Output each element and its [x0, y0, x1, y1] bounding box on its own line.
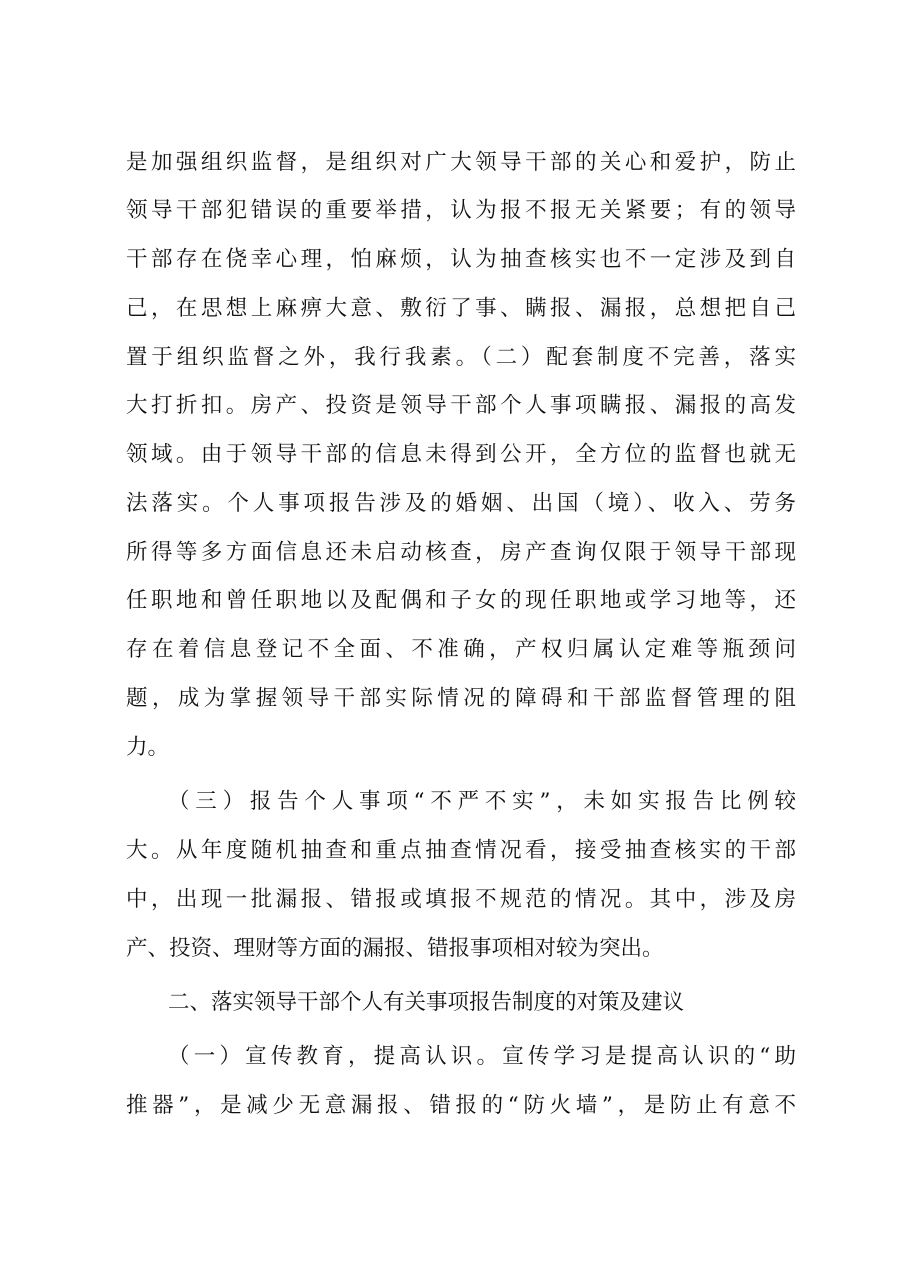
paragraph-start-line: （三）报告个人事项“不严不实”，未如实报告比例较 — [168, 789, 796, 814]
body-text-line: 是加强组织监督，是组织对广大领导干部的关心和爱护，防止 — [126, 150, 796, 175]
body-text-line: 领域。由于领导干部的信息未得到公开，全方位的监督也就无 — [126, 442, 796, 467]
paragraph-start-line: （一）宣传教育，提高认识。宣传学习是提高认识的“助 — [168, 1044, 796, 1069]
body-text-line: 大。从年度随机抽查和重点抽查情况看，接受抽查核实的干部 — [126, 838, 796, 863]
body-text-line: 产、投资、理财等方面的漏报、错报事项相对较为突出。 — [126, 936, 664, 961]
body-text-line: 推器”，是减少无意漏报、错报的“防火墙”，是防止有意不 — [126, 1093, 796, 1118]
body-text-line: 力。 — [126, 735, 170, 760]
body-text-line: 大打折扣。房产、投资是领导干部个人事项瞒报、漏报的高发 — [126, 393, 796, 418]
body-text-line: 中，出现一批漏报、错报或填报不规范的情况。其中，涉及房 — [126, 887, 796, 912]
body-text-line: 领导干部犯错误的重要举措，认为报不报无关紧要；有的领导 — [126, 198, 796, 223]
body-text-line: 己，在思想上麻痹大意、敷衍了事、瞒报、漏报，总想把自己 — [126, 296, 796, 321]
body-text-line: 存在着信息登记不全面、不准确，产权归属认定难等瓶颈问 — [126, 637, 796, 662]
body-text-line: 任职地和曾任职地以及配偶和子女的现任职地或学习地等，还 — [126, 588, 796, 613]
section-heading: 二、落实领导干部个人有关事项报告制度的对策及建议 — [168, 990, 685, 1015]
body-text-line: 题，成为掌握领导干部实际情况的障碍和干部监督管理的阻 — [126, 686, 796, 711]
body-text-line: 所得等多方面信息还未启动核查，房产查询仅限于领导干部现 — [126, 540, 796, 565]
body-text-line: 法落实。个人事项报告涉及的婚姻、出国（境）、收入、劳务 — [126, 491, 796, 516]
body-text-line: 置于组织监督之外，我行我素。（二）配套制度不完善，落实 — [126, 345, 796, 370]
body-text-line: 干部存在侥幸心理，怕麻烦，认为抽查核实也不一定涉及到自 — [126, 247, 796, 272]
